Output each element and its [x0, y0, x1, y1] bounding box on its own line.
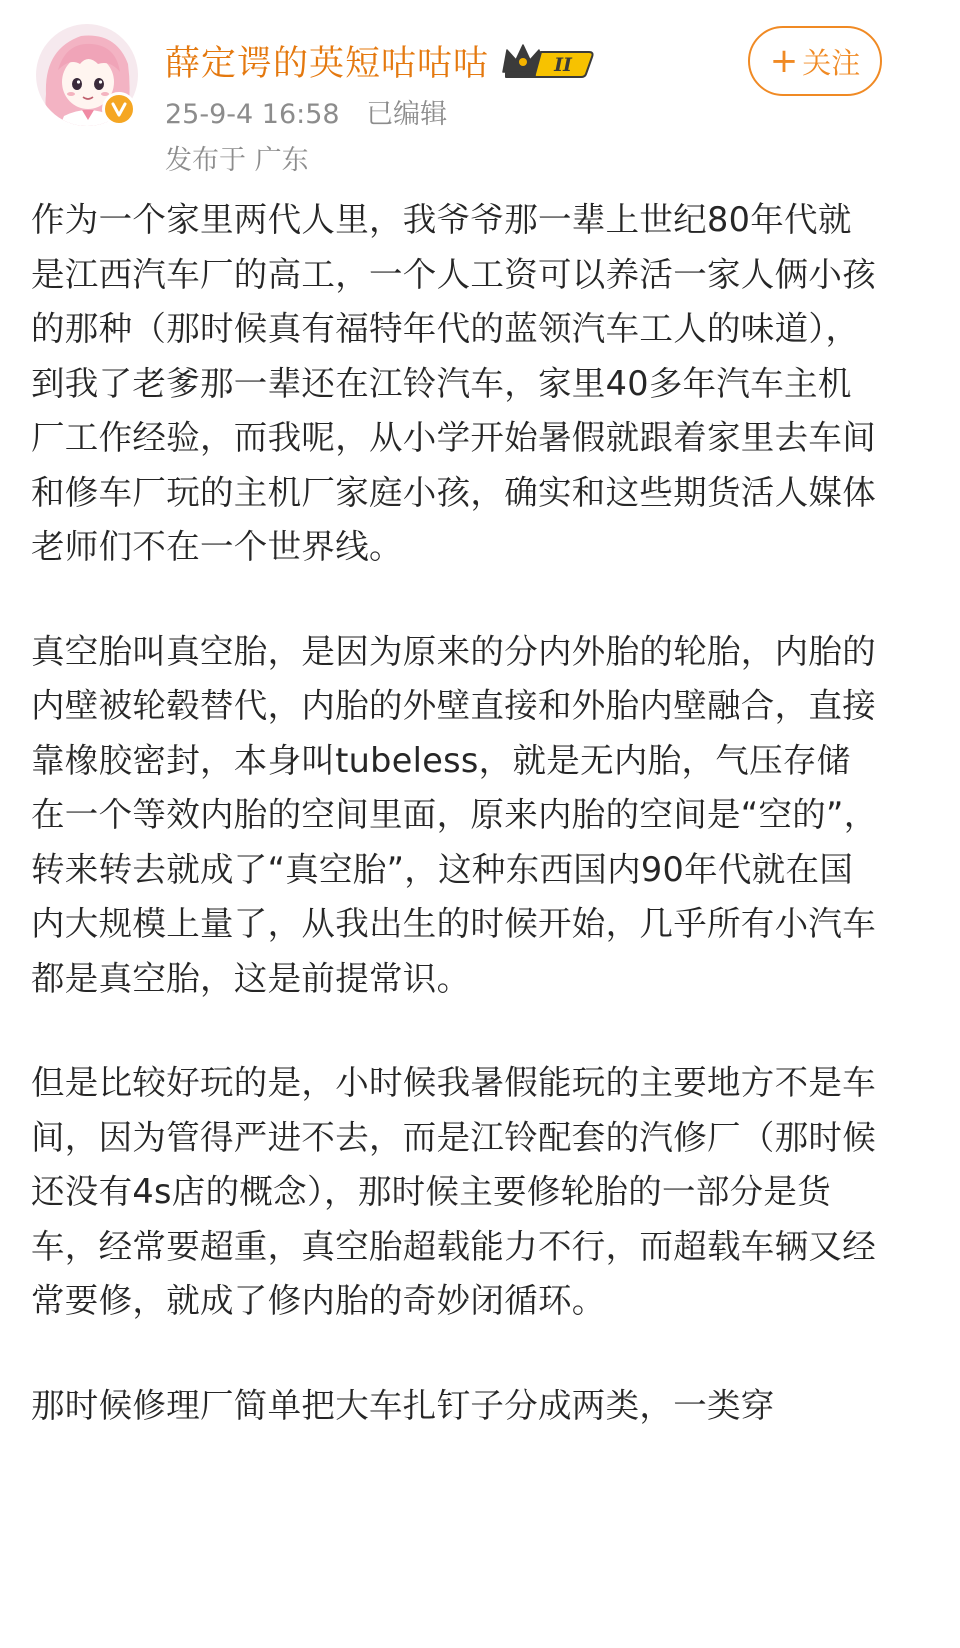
- author-name-row: [165, 34, 595, 88]
- plus-icon: +: [769, 41, 799, 81]
- edited-label[interactable]: 已编辑: [366, 99, 448, 130]
- author-name[interactable]: 薛定谔的英短咕咕咕: [165, 44, 490, 84]
- follow-button-label: 关注: [802, 45, 861, 80]
- post-paragraph: 但是比较好玩的是，小时候我暑假能玩的主要地方不是车间，因为管得严进不去，而是江铃配套的汽修厂（那时候还没有4s店的概念），那时候主要修轮胎的一部分是货车，经常要超重，真空胎超载能力不行，而超载车辆又经常要修，就成了修内胎的奇妙闭循环。: [31, 1063, 876, 1320]
- post-paragraph: 那时候修理厂简单把大车扎钉子分成两类，一类穿: [31, 1385, 775, 1425]
- post-paragraph: 作为一个家里两代人里，我爷爷那一辈上世纪80年代就是江西汽车厂的高工，一个人工资可以养活一家人俩小孩的那种（那时候真有福特年代的蓝领汽车工人的味道），到我了老爹那一辈还在江铃汽车，家里40多年汽车主机厂工作经验，而我呢，从小学开始暑假就跟着家里去车间和修车厂玩的主机厂家庭小孩，确实和这些期货活人媒体老师们不在一个世界线。: [31, 200, 876, 566]
- level-badge-text: II: [554, 54, 572, 76]
- author-avatar[interactable]: [36, 24, 138, 126]
- post-body: [31, 193, 881, 1483]
- follow-button[interactable]: [748, 26, 882, 96]
- post-meta-time: [165, 92, 447, 131]
- verified-badge-icon: [102, 92, 136, 126]
- post-paragraph: 真空胎叫真空胎，是因为原来的分内外胎的轮胎，内胎的内壁被轮毂替代，内胎的外壁直接和外胎内壁融合，直接靠橡胶密封，本身叫tubeless，就是无内胎，气压存储在一个等效内胎的空间里面，原来内胎的空间是“空的”，转来转去就成了“真空胎”，这种东西国内90年代就在国内大规模上量了，从我出生的时候开始，几乎所有小汽车都是真空胎，这是前提常识。: [31, 631, 878, 998]
- post-header: [0, 0, 960, 190]
- post-location: 发布于 广东: [165, 145, 309, 176]
- crown-level-badge-icon[interactable]: [501, 40, 595, 82]
- post-timestamp: 25-9-4 16:58: [165, 99, 340, 130]
